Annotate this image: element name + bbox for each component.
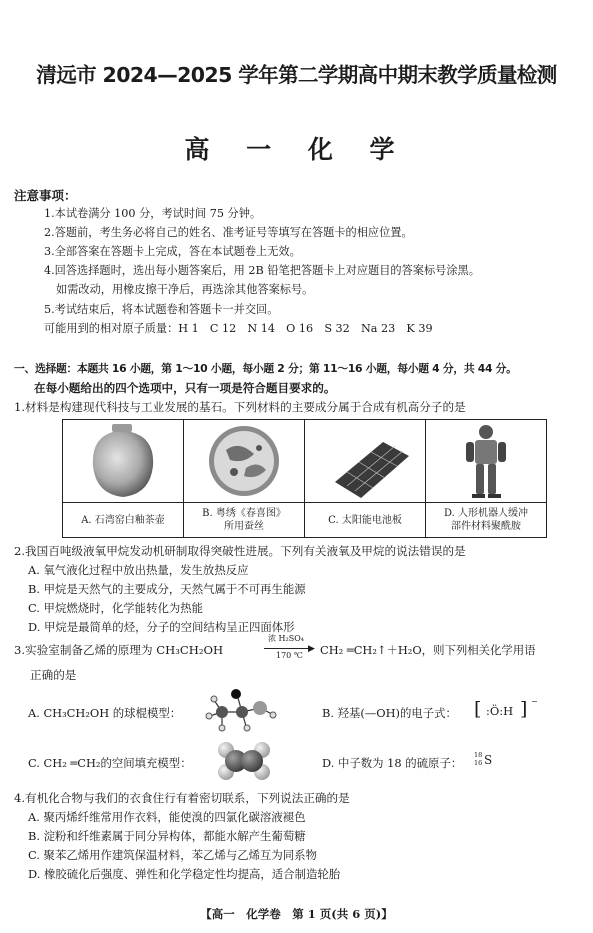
exam-title: 清远市 2024—2025 学年第二学期高中期末教学质量检测 (36, 63, 557, 87)
embroidery-image (184, 420, 304, 503)
question-1-stem: 1.材料是构建现代科技与工业发展的基石。下列材料的主要成分属于合成有机高分子的是 (14, 400, 466, 414)
question-4-option: B. 淀粉和纤维素属于同分异构体，都能水解产生葡萄糖 (28, 829, 306, 843)
question-2-option: B. 甲烷是天然气的主要成分，天然气属于不可再生能源 (28, 582, 306, 596)
question-2-option: D. 甲烷是最简单的烃，分子的空间结构呈正四面体形 (28, 620, 295, 634)
note-item: 如需改动，用橡皮擦干净后，再选涂其他答案标号。 (56, 283, 314, 296)
note-item: 4.回答选择题时，选出每小题答案后，用 2B 铅笔把答题卡上对应题目的答案标号涂黑。 (44, 264, 480, 277)
option-d-label-line: D. 人形机器人缓冲 (443, 508, 529, 519)
element-symbol: S (484, 753, 493, 767)
option-b-label-line: B. 粤绣《春喜图》 (202, 508, 286, 519)
option-b-label-line: 所用蚕丝 (224, 521, 264, 532)
exam-subject: 高 一 化 学 (184, 135, 409, 164)
question-2-option: C. 甲烷燃烧时，化学能转化为热能 (28, 601, 204, 615)
ball-stick-model-image (200, 684, 282, 736)
option-d-label-line: 部件材料聚酰胺 (451, 521, 521, 532)
question-4-option: D. 橡胶硫化后强度、弹性和化学稳定性均提高，适合制造轮胎 (28, 867, 341, 881)
option-c-cell (305, 420, 426, 538)
charge-sign: − (531, 697, 538, 706)
atomic-masses: 可能用到的相对原子质量：H 1 C 12 N 14 O 16 S 32 Na 23 K 39 (44, 322, 433, 335)
reaction-arrow (264, 648, 314, 649)
right-bracket: ] (520, 698, 528, 720)
reaction-condition-bottom: 170 ℃ (276, 651, 303, 660)
teapot-image (63, 420, 183, 503)
question-3-option-a: A. CH₃CH₂OH 的球棍模型： (28, 706, 182, 720)
question-3-stem-part1: 3.实验室制备乙烯的原理为 CH₃CH₂OH (14, 643, 224, 657)
note-item: 1.本试卷满分 100 分，考试时间 75 分钟。 (44, 207, 262, 220)
note-item: 3.全部答案在答题卡上完成，答在本试题卷上无效。 (44, 245, 301, 258)
left-bracket: [ (474, 698, 482, 720)
hydroxyl-electron-formula: :Ö:H (486, 704, 514, 718)
materials-table (62, 419, 547, 538)
solar-panel-image (305, 420, 425, 503)
reaction-condition-top: 浓 H₂SO₄ (268, 634, 304, 643)
section-instruction: 在每小题给出的四个选项中，只有一项是符合题目要求的。 (34, 381, 336, 395)
option-d-label (426, 503, 546, 533)
section-heading: 一、选择题：本题共 16 小题，第 1～10 小题，每小题 2 分；第 11～16 小题，每小题 4 分，共 44 分。 (14, 362, 517, 375)
question-4-stem: 4.有机化合物与我们的衣食住行有着密切联系，下列说法正确的是 (14, 791, 350, 805)
mass-number: 18 (474, 751, 483, 759)
option-d-cell (426, 420, 547, 538)
option-c-label: C. 太阳能电池板 (328, 515, 402, 526)
question-3-stem-line2: 正确的是 (30, 668, 77, 682)
question-3-option-d: D. 中子数为 18 的硫原子： (322, 756, 463, 770)
notes-heading: 注意事项： (14, 188, 77, 203)
question-4-option: C. 聚苯乙烯用作建筑保温材料，苯乙烯与乙烯互为同系物 (28, 848, 317, 862)
atomic-number: 16 (474, 759, 483, 767)
reaction-arrow-head: ▶ (308, 644, 315, 654)
note-item: 2.答题前，考生务必将自己的姓名、准考证号等填写在答题卡的相应位置。 (44, 226, 413, 239)
question-4-option: A. 聚丙烯纤维常用作衣料，能使溴的四氯化碳溶液褪色 (28, 810, 306, 824)
question-3-option-b: B. 羟基(—OH)的电子式： (322, 706, 457, 720)
question-2-option: A. 氧气液化过程中放出热量，发生放热反应 (28, 563, 249, 577)
option-b-cell (184, 420, 305, 538)
option-a-label: A. 石湾窑白釉茶壶 (81, 515, 165, 526)
note-item: 5.考试结束后，将本试题卷和答题卡一并交回。 (44, 303, 279, 316)
robot-image (426, 420, 546, 503)
option-a-cell (63, 420, 184, 538)
question-2-stem: 2.我国百吨级液氧甲烷发动机研制取得突破性进展。下列有关液氧及甲烷的说法错误的是 (14, 544, 466, 558)
question-3-option-c: C. CH₂ ═CH₂的空间填充模型： (28, 756, 192, 770)
space-filling-model-image (216, 740, 272, 782)
question-3-stem-part2: CH₂ ═CH₂↑＋H₂O，则下列相关化学用语 (320, 643, 536, 657)
page-footer: 【高一 化学卷 第 1 页(共 6 页)】 (200, 907, 393, 921)
option-b-label (184, 503, 304, 533)
